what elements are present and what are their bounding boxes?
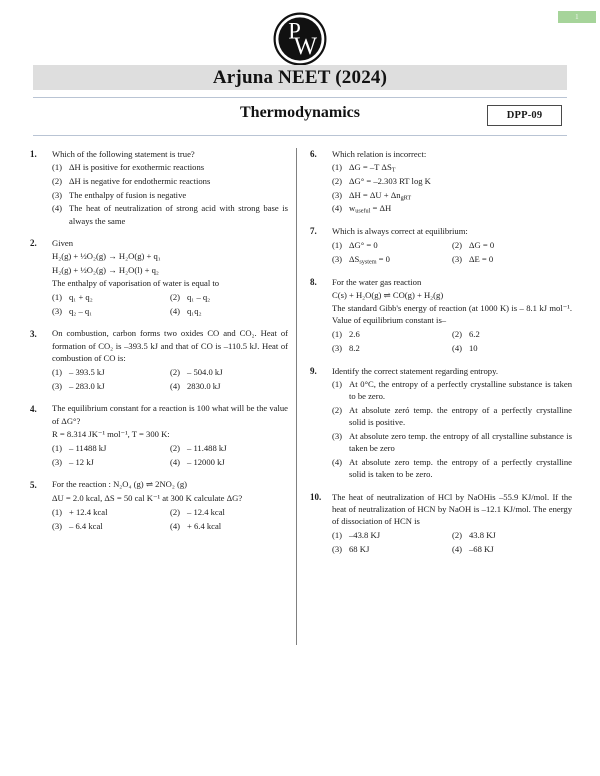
option-label: (3) bbox=[52, 380, 63, 391]
option-item[interactable] bbox=[52, 380, 170, 392]
subtitle-rule-top bbox=[33, 97, 567, 98]
option-text: – 6.4 kcal bbox=[69, 520, 103, 531]
option-item[interactable] bbox=[170, 305, 288, 317]
option-item[interactable] bbox=[332, 239, 452, 251]
option-text: ΔE = 0 bbox=[469, 253, 494, 264]
option-item[interactable] bbox=[52, 442, 170, 454]
option-text: q₁q₂ bbox=[187, 305, 202, 316]
option-item[interactable] bbox=[332, 543, 452, 555]
option-text: 8.2 bbox=[349, 343, 360, 354]
question-stem: For the reaction : N₂O₄ (g) ⇌ 2NO₂ (g) bbox=[52, 479, 188, 490]
option-item[interactable] bbox=[332, 253, 452, 265]
option-item[interactable] bbox=[332, 161, 572, 173]
question-body bbox=[332, 276, 572, 356]
option-text: At absolute zero temp. the entropy of all crystalline substance is taken be zero bbox=[349, 430, 572, 454]
options-list bbox=[52, 291, 288, 318]
question-body bbox=[52, 402, 288, 469]
option-item[interactable] bbox=[52, 366, 170, 378]
option-label: (2) bbox=[332, 404, 343, 415]
question-item bbox=[310, 148, 572, 216]
option-label: (2) bbox=[452, 329, 463, 340]
question-item bbox=[30, 478, 288, 533]
question-number: 2. bbox=[30, 238, 37, 249]
option-label: (3) bbox=[52, 305, 63, 316]
option-label: (4) bbox=[170, 456, 181, 467]
option-label: (3) bbox=[332, 430, 343, 441]
page-number: 1 bbox=[575, 12, 579, 21]
question-stem: The heat of neutralization of HCl by NaOHis –55.9 KJ/mol. If the heat of neutralization of HCN by NaOH is –12.1 KJ/mol. The energy of dissociation of HCN is bbox=[332, 491, 572, 527]
option-item[interactable] bbox=[52, 520, 170, 532]
question-line: The enthalpy of vaporisation of water is equal to bbox=[52, 277, 220, 288]
option-item[interactable] bbox=[452, 239, 572, 251]
option-label: (3) bbox=[332, 253, 343, 264]
options-list bbox=[332, 328, 572, 355]
question-number: 1. bbox=[30, 149, 37, 160]
option-item[interactable] bbox=[52, 305, 170, 317]
question-line: H₂(g) + ½O₂(g) → H₂O(g) + q₁ bbox=[52, 251, 161, 262]
option-item[interactable] bbox=[170, 366, 288, 378]
question-item bbox=[30, 402, 288, 469]
option-label: (3) bbox=[52, 189, 63, 200]
option-item[interactable] bbox=[332, 342, 452, 354]
option-label: (2) bbox=[452, 530, 463, 541]
option-item[interactable] bbox=[332, 328, 452, 340]
question-number: 10. bbox=[310, 491, 322, 502]
option-item[interactable] bbox=[452, 253, 572, 265]
option-label: (1) bbox=[332, 530, 343, 541]
option-label: (1) bbox=[332, 379, 343, 390]
dpp-label: DPP-09 bbox=[506, 110, 543, 121]
option-label: (3) bbox=[332, 543, 343, 554]
option-label: (3) bbox=[452, 253, 463, 264]
question-stem: Identify the correct statement regarding entropy. bbox=[332, 365, 498, 376]
options-list bbox=[332, 529, 572, 556]
options-list bbox=[52, 161, 288, 227]
column-divider bbox=[296, 148, 297, 645]
question-body bbox=[332, 491, 572, 557]
option-label: (1) bbox=[52, 292, 63, 303]
option-text: $\Delta S_{system} = 0$ bbox=[349, 253, 390, 266]
option-text: –68 KJ bbox=[469, 543, 494, 554]
option-label: (1) bbox=[332, 162, 343, 173]
option-text: – 11488 kJ bbox=[69, 443, 107, 454]
questions-column-left bbox=[30, 148, 288, 542]
question-line: ΔU = 2.0 kcal, ΔS = 50 cal K⁻¹ at 300 K calculate ΔG? bbox=[52, 492, 243, 503]
questions-column-right bbox=[310, 148, 572, 566]
option-text: 43.8 KJ bbox=[469, 530, 496, 541]
option-item[interactable] bbox=[170, 380, 288, 392]
option-text: + 6.4 kcal bbox=[187, 520, 222, 531]
question-item bbox=[30, 237, 288, 318]
svg-text:P: P bbox=[288, 18, 301, 44]
option-label: (4) bbox=[52, 203, 63, 214]
question-line: H₂(g) + ½O₂(g) → H₂O(l) + q₂ bbox=[52, 264, 159, 275]
option-label: (2) bbox=[170, 506, 181, 517]
question-stem: Which relation is incorrect: bbox=[332, 149, 427, 159]
question-body bbox=[332, 365, 572, 482]
option-item[interactable] bbox=[332, 529, 452, 541]
option-label: (4) bbox=[452, 543, 463, 554]
question-item bbox=[310, 276, 572, 356]
options-list bbox=[52, 442, 288, 469]
option-text: 2830.0 kJ bbox=[187, 380, 221, 391]
options-list bbox=[52, 506, 288, 533]
option-item[interactable] bbox=[332, 404, 572, 428]
option-item[interactable] bbox=[332, 430, 572, 454]
option-text: – 504.0 kJ bbox=[187, 367, 223, 378]
option-label: (1) bbox=[52, 443, 63, 454]
option-label: (4) bbox=[452, 343, 463, 354]
option-text: – 283.0 kJ bbox=[69, 380, 105, 391]
option-label: (2) bbox=[170, 367, 181, 378]
question-stem: The equilibrium constant for a reaction is 100 what will be the value of ΔG°? bbox=[52, 403, 288, 426]
option-label: (4) bbox=[170, 520, 181, 531]
question-stem: For the water gas reaction bbox=[332, 276, 422, 287]
option-item[interactable] bbox=[52, 202, 288, 226]
option-item[interactable] bbox=[170, 506, 288, 518]
options-list bbox=[52, 366, 288, 393]
option-label: (3) bbox=[52, 456, 63, 467]
option-item[interactable] bbox=[52, 175, 288, 187]
option-label: (3) bbox=[332, 189, 343, 200]
option-text: $\Delta H = \Delta U + \Delta n_{gRT}$ bbox=[349, 189, 412, 201]
question-line: C(s) + H₂O(g) ⇌ CO(g) + H₂(g) bbox=[332, 289, 444, 300]
option-label: (2) bbox=[170, 443, 181, 454]
question-line: R = 8.314 JK⁻¹ mol⁻¹, T = 300 K: bbox=[52, 428, 170, 439]
option-text: $w_{useful} = \Delta H$ bbox=[349, 203, 392, 215]
option-item[interactable] bbox=[170, 520, 288, 532]
option-text: At absolute zeró temp. the entropy of a perfectly crystalline solid is positive. bbox=[349, 404, 572, 428]
option-text: – 11.488 kJ bbox=[187, 443, 227, 454]
option-text: + 12.4 kcal bbox=[69, 506, 108, 517]
option-text: ΔH is positive for exothermic reactions bbox=[69, 162, 205, 173]
option-item[interactable] bbox=[170, 442, 288, 454]
option-item[interactable] bbox=[452, 328, 572, 340]
option-text: ΔG = –T $\Delta S_T$ bbox=[349, 162, 396, 174]
course-title: Arjuna NEET (2024) bbox=[212, 66, 388, 88]
option-item[interactable] bbox=[332, 456, 572, 480]
question-item bbox=[30, 327, 288, 393]
option-text: ΔG = 0 bbox=[469, 240, 495, 251]
subtitle-rule-bottom bbox=[33, 135, 567, 136]
option-text: ΔH is negative for endothermic reactions bbox=[69, 175, 211, 186]
question-number: 8. bbox=[310, 276, 317, 287]
option-label: (2) bbox=[452, 240, 463, 251]
option-text: q₂ – q₁ bbox=[69, 305, 93, 316]
question-item bbox=[310, 365, 572, 482]
option-label: (4) bbox=[170, 305, 181, 316]
pw-logo bbox=[273, 12, 327, 66]
option-text: The enthalpy of fusion is negative bbox=[69, 189, 187, 200]
question-stem: Given bbox=[52, 238, 74, 249]
question-number: 4. bbox=[30, 403, 37, 414]
option-text: At 0°C, the entropy of a perfectly crystalline substance is taken to be zero. bbox=[349, 379, 572, 402]
option-item[interactable] bbox=[170, 291, 288, 303]
subject-title: Thermodynamics bbox=[240, 104, 360, 121]
question-line: The standard Gibb's energy of reaction (at 1000 K) is – 8.1 kJ mol⁻¹. Value of equilibrium constant is– bbox=[332, 303, 572, 326]
option-text: –43.8 KJ bbox=[349, 530, 381, 541]
option-text: The heat of neutralization of strong acid with strong base is always the same bbox=[69, 203, 288, 226]
option-item[interactable] bbox=[332, 378, 572, 402]
option-label: (1) bbox=[332, 240, 343, 251]
option-text: 10 bbox=[469, 343, 478, 354]
question-body bbox=[332, 148, 572, 216]
question-body bbox=[52, 478, 288, 533]
question-number: 5. bbox=[30, 479, 37, 490]
option-item[interactable] bbox=[452, 529, 572, 541]
option-label: (2) bbox=[52, 175, 63, 186]
question-number: 3. bbox=[30, 328, 37, 339]
option-item[interactable] bbox=[170, 456, 288, 468]
dpp-badge bbox=[487, 105, 562, 126]
option-label: (3) bbox=[52, 520, 63, 531]
option-text: – 12 kJ bbox=[69, 456, 94, 467]
option-item[interactable] bbox=[52, 161, 288, 173]
option-text: ΔG° = 0 bbox=[349, 240, 378, 251]
question-stem: Which of the following statement is true? bbox=[52, 149, 195, 159]
option-item[interactable] bbox=[332, 202, 572, 214]
option-text: 6.2 bbox=[469, 329, 480, 340]
option-label: (2) bbox=[332, 175, 343, 186]
svg-text:W: W bbox=[293, 33, 318, 61]
question-number: 9. bbox=[310, 366, 317, 377]
option-text: q₁ – q₂ bbox=[187, 292, 211, 303]
logo-container bbox=[0, 12, 600, 66]
question-number: 7. bbox=[310, 226, 317, 237]
course-title-band bbox=[33, 65, 567, 90]
option-text: – 12.4 kcal bbox=[187, 506, 225, 517]
option-label: (3) bbox=[332, 343, 343, 354]
question-item bbox=[30, 148, 288, 228]
options-list bbox=[332, 378, 572, 480]
option-text: – 12000 kJ bbox=[187, 456, 225, 467]
option-item[interactable] bbox=[52, 291, 170, 303]
option-label: (1) bbox=[52, 506, 63, 517]
question-stem: On combustion, carbon forms two oxides CO and CO₂. Heat of formation of CO₂ is –393.5 kJ and that of CO is –110.5 kJ. Heat of combustion of CO is: bbox=[52, 328, 288, 363]
question-body bbox=[52, 237, 288, 318]
question-stem: Which is always correct at equilibrium: bbox=[332, 226, 468, 237]
option-item[interactable] bbox=[52, 456, 170, 468]
question-item bbox=[310, 491, 572, 557]
option-text: At absolute zero temp. the entropy of a perfectly crystalline solid is taken to be zero. bbox=[349, 456, 572, 479]
option-text: 68 KJ bbox=[349, 543, 370, 554]
option-item[interactable] bbox=[452, 543, 572, 555]
options-list bbox=[332, 239, 572, 266]
option-text: 2.6 bbox=[349, 329, 360, 340]
options-list bbox=[332, 161, 572, 214]
question-body bbox=[52, 327, 288, 393]
option-label: (1) bbox=[52, 162, 63, 173]
question-number: 6. bbox=[310, 149, 317, 160]
question-item bbox=[310, 225, 572, 267]
option-text: – 393.5 kJ bbox=[69, 367, 105, 378]
option-label: (2) bbox=[170, 292, 181, 303]
option-label: (4) bbox=[170, 380, 181, 391]
question-body bbox=[332, 225, 572, 267]
option-label: (4) bbox=[332, 203, 343, 214]
option-item[interactable] bbox=[332, 175, 572, 187]
question-body bbox=[52, 148, 288, 228]
option-text: ΔG° = –2.303 RT log K bbox=[349, 175, 431, 186]
option-item[interactable] bbox=[52, 189, 288, 201]
option-label: (1) bbox=[332, 329, 343, 340]
option-item[interactable] bbox=[52, 506, 170, 518]
option-text: q₁ + q₂ bbox=[69, 292, 93, 303]
option-item[interactable] bbox=[332, 189, 572, 201]
option-label: (4) bbox=[332, 456, 343, 467]
option-label: (1) bbox=[52, 367, 63, 378]
option-item[interactable] bbox=[452, 342, 572, 354]
